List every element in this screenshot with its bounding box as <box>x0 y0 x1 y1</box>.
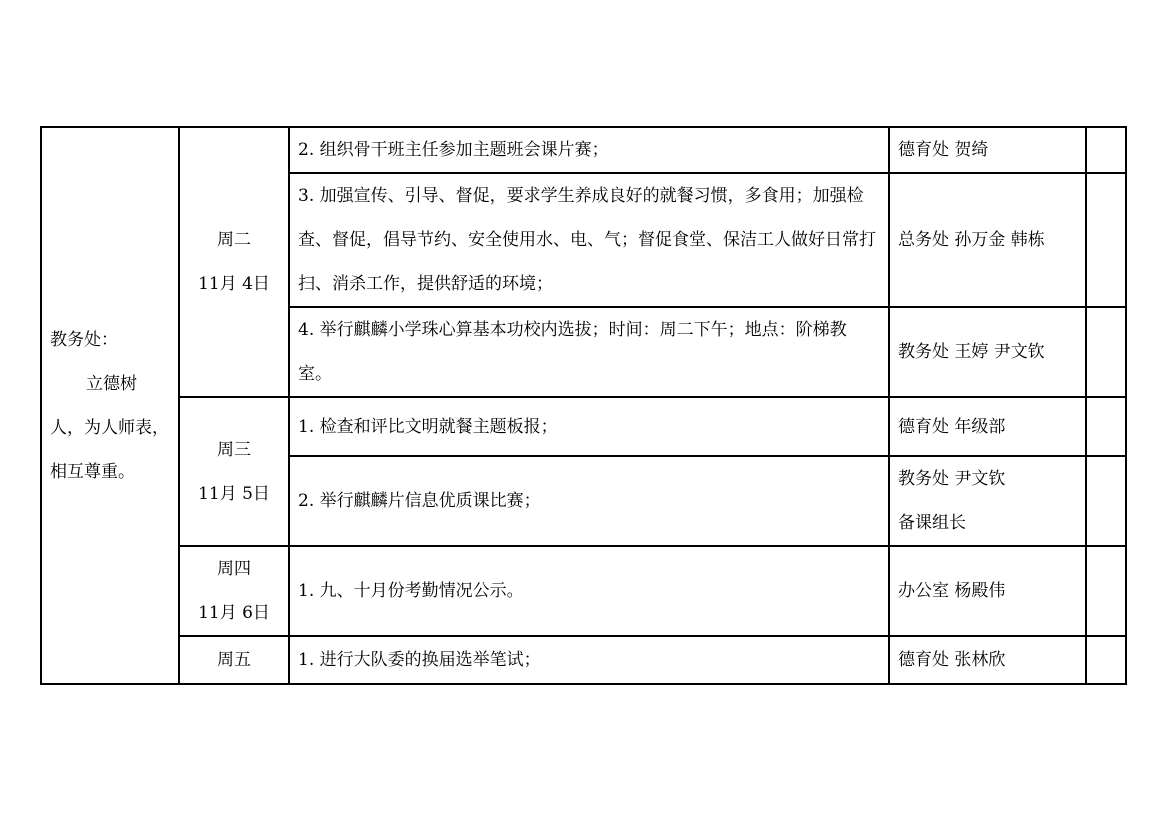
day-label: 周五 <box>217 650 251 670</box>
table-row <box>41 397 1126 456</box>
day-cell-wed <box>179 397 289 546</box>
responsible-cell: 德育处 年级部 <box>889 397 1086 456</box>
task-cell: 4. 举行麒麟小学珠心算基本功校内选拔；时间：周二下午；地点：阶梯教室。 <box>289 307 889 397</box>
responsible-line: 教务处 尹文钦 <box>898 469 1006 489</box>
blank-cell <box>1086 456 1126 546</box>
day-cell-thu <box>179 546 289 636</box>
responsible-line: 备课组长 <box>898 513 966 533</box>
day-cell-fri <box>179 636 289 684</box>
blank-cell <box>1086 173 1126 307</box>
task-cell: 2. 组织骨干班主任参加主题班会课片赛； <box>289 127 889 173</box>
day-date: 11月 6日 <box>198 603 270 623</box>
responsible-cell: 德育处 张林欣 <box>889 636 1086 684</box>
blank-cell <box>1086 546 1126 636</box>
blank-cell <box>1086 127 1126 173</box>
task-cell: 1. 九、十月份考勤情况公示。 <box>289 546 889 636</box>
responsible-cell: 办公室 杨殿伟 <box>889 546 1086 636</box>
task-cell: 1. 检查和评比文明就餐主题板报； <box>289 397 889 456</box>
task-cell: 2. 举行麒麟片信息优质课比赛； <box>289 456 889 546</box>
table-row <box>41 127 1126 173</box>
blank-cell <box>1086 397 1126 456</box>
day-label: 周三 <box>217 439 251 460</box>
department-motto: 立德树人，为人师表，相互尊重。 <box>50 373 169 482</box>
day-date: 11月 4日 <box>198 274 270 294</box>
schedule-table <box>40 126 1127 685</box>
blank-cell <box>1086 307 1126 397</box>
responsible-cell: 教务处 王婷 尹文钦 <box>889 307 1086 397</box>
table-row <box>41 636 1126 684</box>
responsible-cell: 总务处 孙万金 韩栋 <box>889 173 1086 307</box>
day-cell-tue <box>179 127 289 397</box>
day-label: 周二 <box>217 230 251 250</box>
table-row <box>41 546 1126 636</box>
day-date: 11月 5日 <box>198 483 270 504</box>
day-label: 周四 <box>217 559 251 579</box>
task-cell: 3. 加强宣传、引导、督促，要求学生养成良好的就餐习惯，多食用；加强检查、督促，倡导节约、安全使用水、电、气；督促食堂、保洁工人做好日常打扫、消杀工作，提供舒适的环境； <box>289 173 889 307</box>
responsible-cell <box>889 456 1086 546</box>
task-cell: 1. 进行大队委的换届选举笔试； <box>289 636 889 684</box>
blank-cell <box>1086 636 1126 684</box>
department-name: 教务处： <box>50 329 118 350</box>
department-cell <box>41 127 179 684</box>
responsible-cell: 德育处 贺绮 <box>889 127 1086 173</box>
